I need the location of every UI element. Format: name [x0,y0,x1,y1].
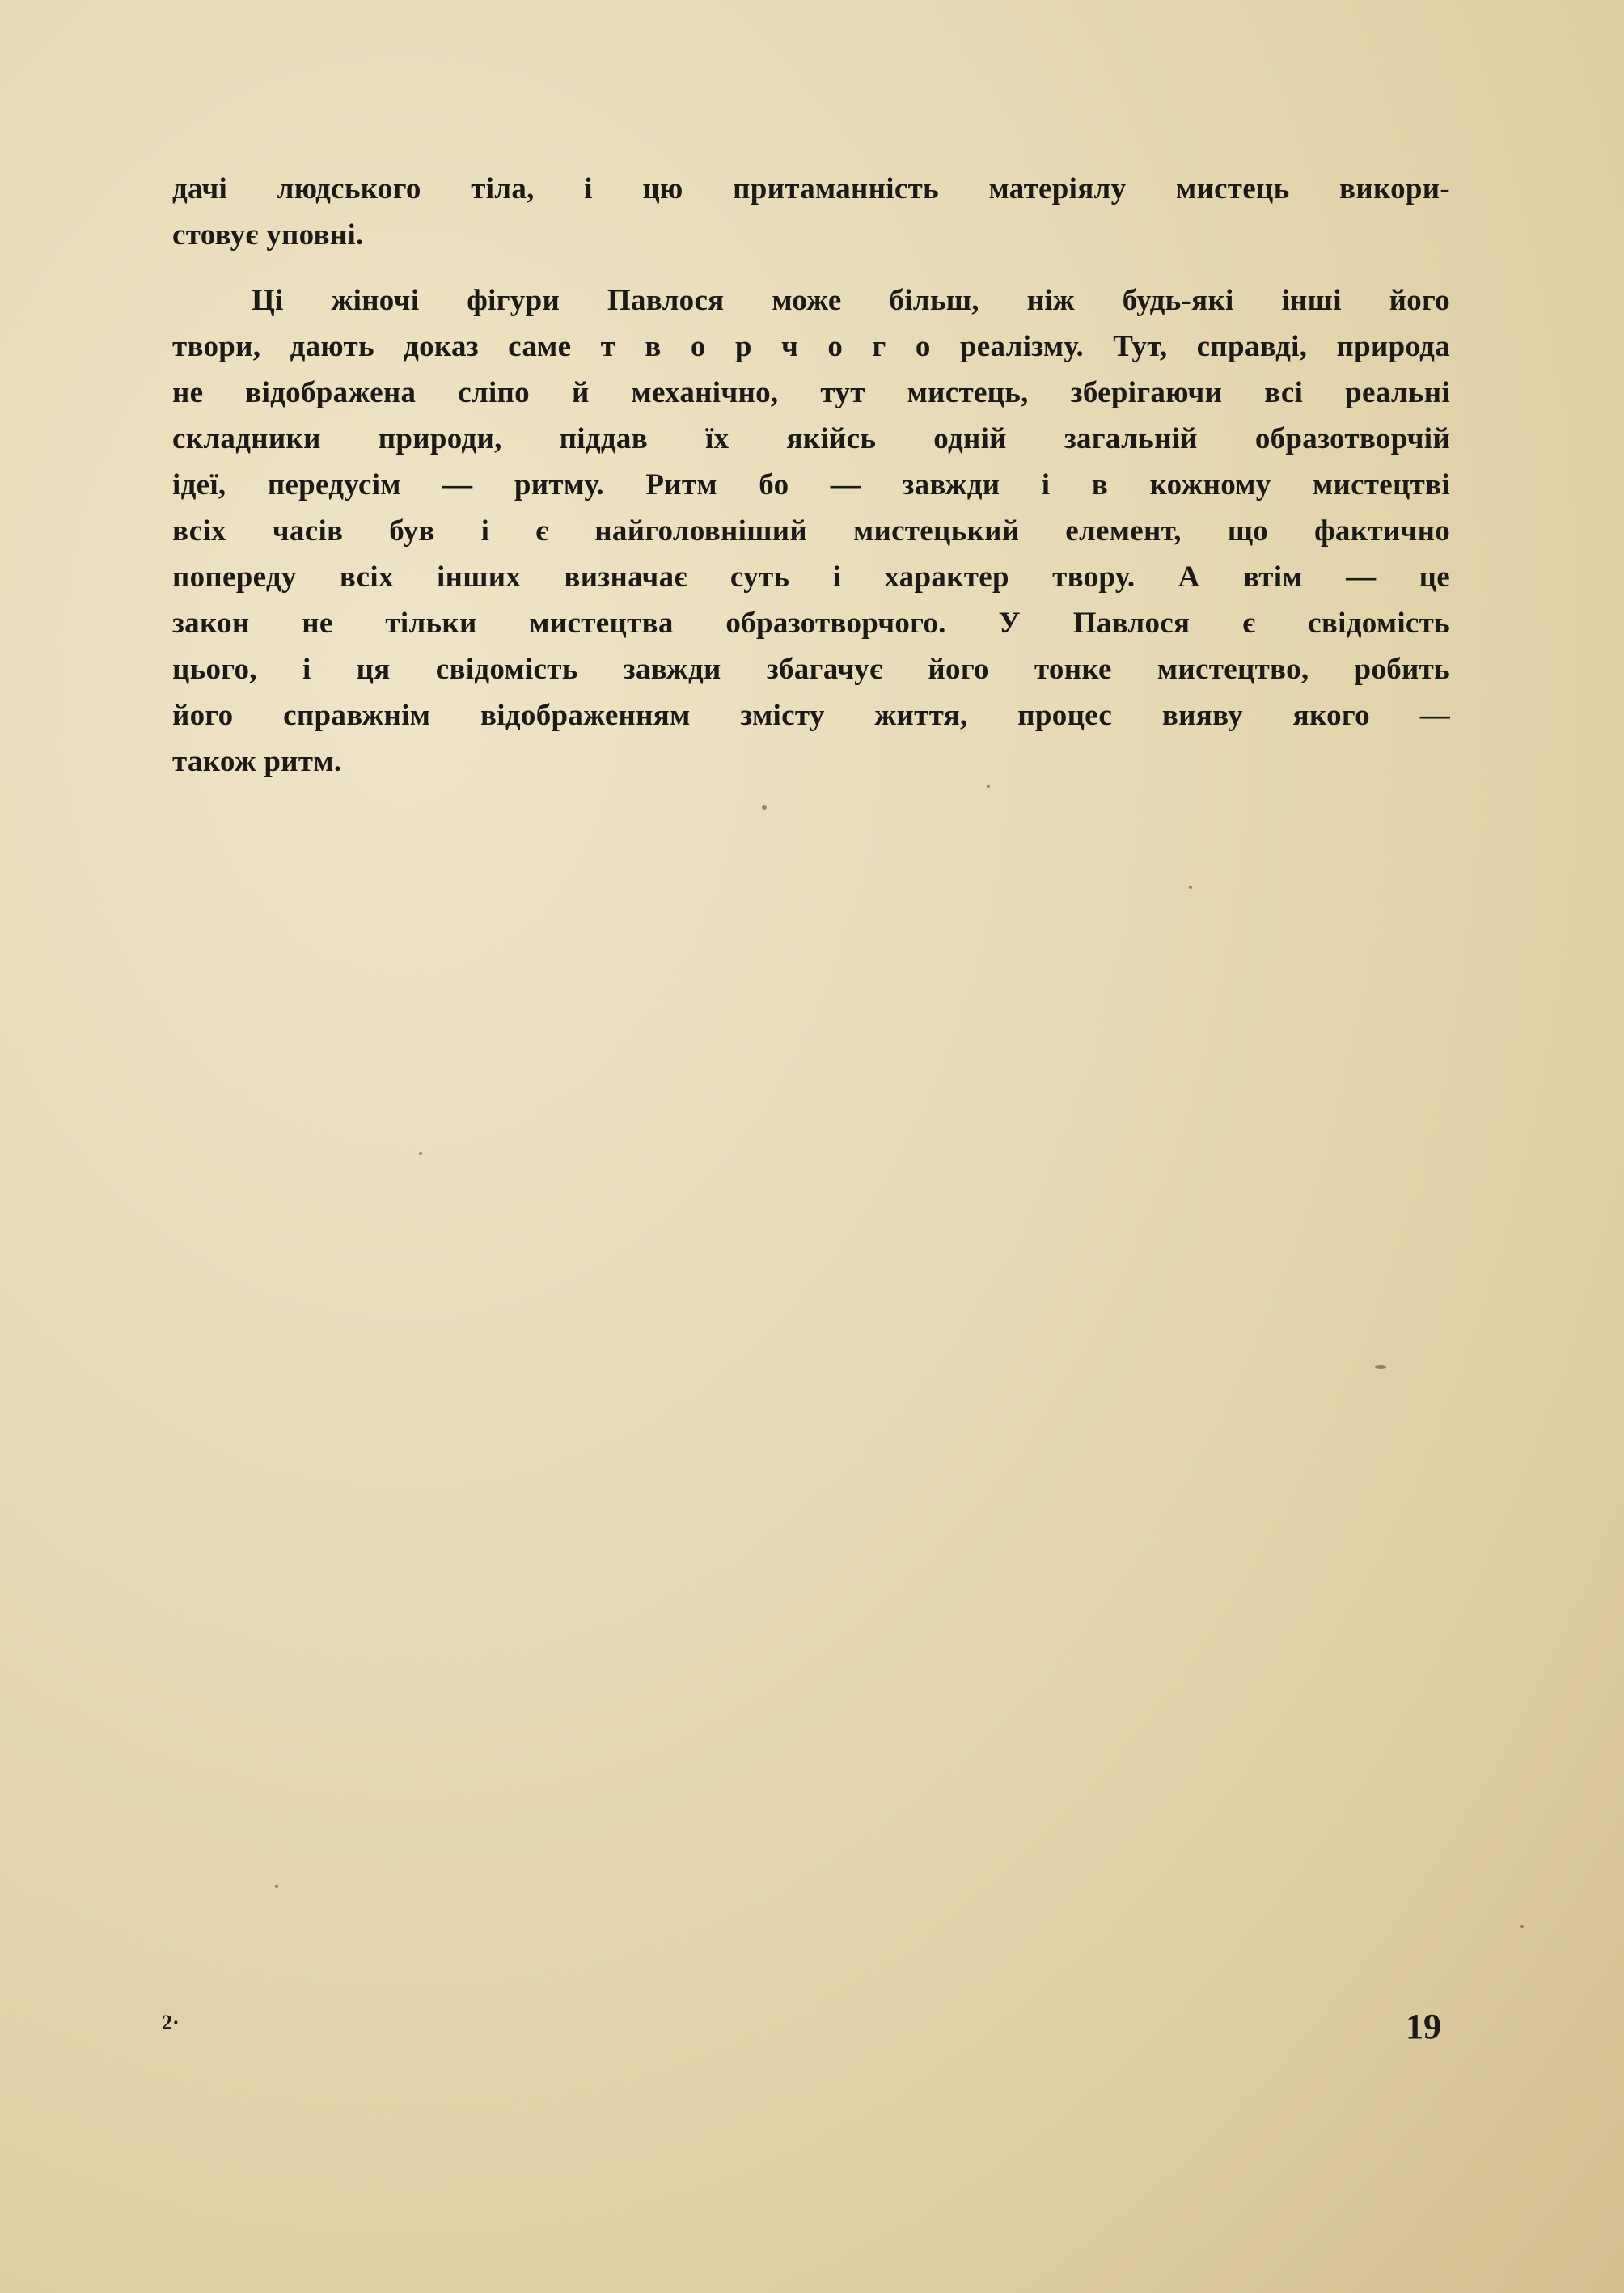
text-line: закон не тільки мистецтва образотворчого. У Павлося є свідомість [172,607,1450,640]
text-line: не відображена сліпо й механічно, тут мистець, зберігаючи всі реальні [172,376,1450,409]
body-text [172,166,1450,785]
text-line: цього, і ця свідомість завжди збагачує його тонке мистецтво, робить [172,653,1450,686]
paper-speck [1375,1365,1386,1369]
paper-speck [762,805,767,810]
text-line: попереду всіх інших визначає суть і характер твору. А втім — це [172,561,1450,594]
paper-speck [1189,886,1192,889]
text-line: твори, дають доказ саме т в о р ч о г о реалізму. Тут, справді, природа [172,330,1450,363]
text-line: всіх часів був і є найголовніший мистецький елемент, що фактично [172,514,1450,548]
paper-speck [419,1152,422,1155]
page-number: 19 [1406,2007,1441,2046]
text-line: стовує уповні. [172,218,364,252]
text-line: Ці жіночі фігури Павлося може більш, ніж будь-які інші його [252,284,1450,317]
paragraph-continued [172,166,1450,258]
text-line: складники природи, піддав їх якійсь одній загальній образотворчій [172,422,1450,455]
text-line: також ритм. [172,745,342,778]
signature-mark: 2· [162,2011,180,2034]
text-line: дачі людського тіла, і цю притаманність матеріялу мистець викори- [172,172,1450,205]
paper-speck [1520,1925,1524,1928]
paper-speck [987,785,990,788]
paper-speck [275,1885,278,1888]
text-line: його справжнім відображенням змісту життя, процес вияву якого — [172,699,1450,732]
text-line: ідеї, передусім — ритму. Ритм бо — завжди і в кожному мистецтві [172,468,1450,501]
paragraph [172,277,1450,785]
paragraph-gap [172,258,1450,277]
